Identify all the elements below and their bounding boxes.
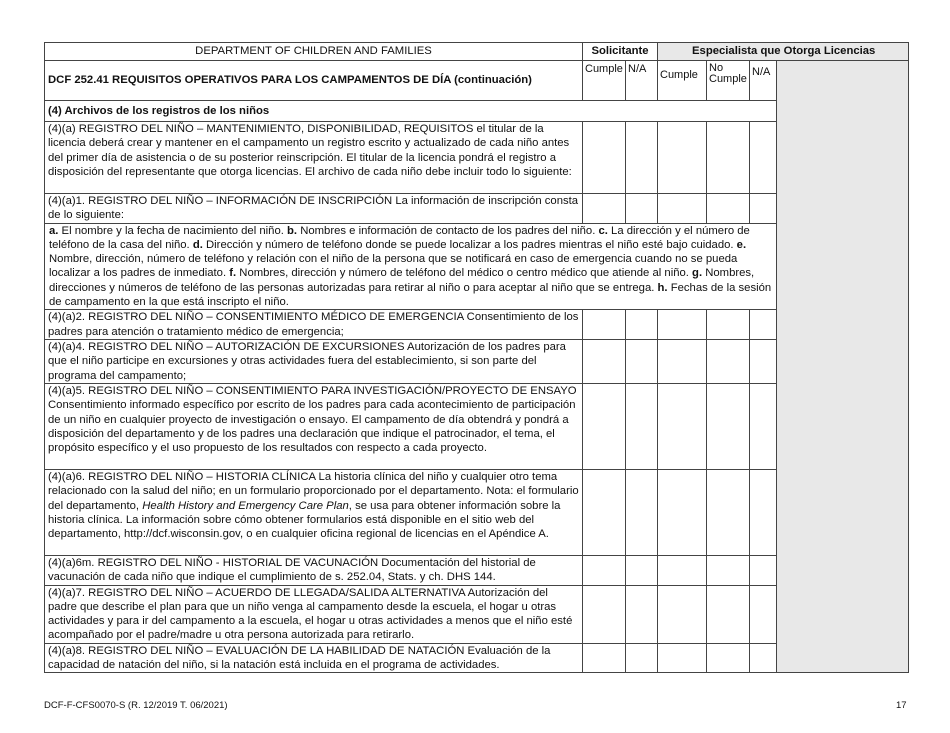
section-title: DCF 252.41 REQUISITOS OPERATIVOS PARA LOS CAMPAMENTOS DE DÍA (continuación) <box>45 61 583 101</box>
requirements-table <box>44 42 909 673</box>
requirement-text: (4)(a)7. REGISTRO DEL NIÑO – ACUERDO DE LLEGADA/SALIDA ALTERNATIVA Autorización del padre que describe el plan para que un niño venga al campamento desde la escuela, el hogar u otras actividades y para ir del campamento a la escuela, el hogar u otras actividades a menos que el niño esté acompañado por el padre/madre u otra persona autorizada para retirarlo. <box>45 585 583 643</box>
check-cell[interactable] <box>626 643 658 673</box>
form-page <box>44 42 908 673</box>
check-cell[interactable] <box>658 383 707 469</box>
check-cell[interactable] <box>583 339 626 383</box>
check-cell[interactable] <box>707 469 750 555</box>
requirement-text: (4)(a)8. REGISTRO DEL NIÑO – EVALUACIÓN DE LA HABILIDAD DE NATACIÓN Evaluación de la capacidad de natación del niño, si la natación está incluida en el programa de actividades. <box>45 643 583 673</box>
check-cell[interactable] <box>707 585 750 643</box>
shaded-margin <box>777 61 909 673</box>
check-cell[interactable] <box>626 469 658 555</box>
item-label: g. <box>692 267 703 280</box>
check-cell[interactable] <box>583 310 626 340</box>
check-cell[interactable] <box>658 643 707 673</box>
no-cumple-col <box>707 61 750 101</box>
check-cell[interactable] <box>707 643 750 673</box>
check-cell[interactable] <box>750 194 777 224</box>
requirement-text: (4)(a)2. REGISTRO DEL NIÑO – CONSENTIMIENTO MÉDICO DE EMERGENCIA Consentimiento de los padres para atención o tratamiento médico de emergencia; <box>45 310 583 340</box>
item-label: h. <box>657 281 668 294</box>
check-cell[interactable] <box>750 585 777 643</box>
check-cell[interactable] <box>750 310 777 340</box>
requirement-text-part: (4)(a)6. REGISTRO DEL NIÑO – HISTORIA CLÍNICA La historia clínica del niño y cualquier otro tema relacionado con la salud del niño; en un formulario proporcionado por el departamento. Nota: el formulario del departamento, <box>48 470 579 512</box>
item-label: d. <box>192 238 203 251</box>
item-label: b. <box>287 224 298 237</box>
item-label: a. <box>49 224 59 237</box>
cumple-col: Cumple <box>583 61 626 101</box>
check-cell[interactable] <box>658 469 707 555</box>
item-text: Nombre, dirección, número de teléfono y relación con el niño de la persona que se notificará en caso de emergencia cuando no se pueda localizar a los padres de inmediato. <box>49 253 738 280</box>
item-text: Fechas de la sesión de campamento en la que está inscripto el niño. <box>49 281 772 309</box>
check-cell[interactable] <box>583 585 626 643</box>
page-number: 17 <box>896 700 907 711</box>
enrollment-items <box>45 223 777 310</box>
cumple-sublabel: Cumple <box>709 73 747 85</box>
check-cell[interactable] <box>750 383 777 469</box>
check-cell[interactable] <box>707 383 750 469</box>
requirement-text: (4)(a) REGISTRO DEL NIÑO – MANTENIMIENTO, DISPONIBILIDAD, REQUISITOS el titular de la licencia deberá crear y mantener en el campamento un registro escrito y actualizado de cada niño antes del primer día de asistencia o de su posterior reinscripción. El titular de la licencia pondrá el registro a disposición del representante que otorga licencias. El archivo de cada niño debe incluir todo lo siguiente: <box>45 122 583 194</box>
check-cell[interactable] <box>750 339 777 383</box>
item-label: e. <box>736 238 747 251</box>
check-cell[interactable] <box>626 585 658 643</box>
item-text: Nombres e información de contacto de los padres del niño. <box>297 224 599 237</box>
check-cell[interactable] <box>658 194 707 224</box>
item-text: Nombres, direcciones y números de teléfono de las personas autorizadas para retirar al niño o para aceptar al niño que se entrega. <box>49 267 755 294</box>
check-cell[interactable] <box>750 469 777 555</box>
item-text: Nombres, dirección y número de teléfono del médico o centro médico que atiende al niño. <box>236 267 693 280</box>
requirement-text: (4)(a)1. REGISTRO DEL NIÑO – INFORMACIÓN DE INSCRIPCIÓN La información de inscripción consta de lo siguiente: <box>45 194 583 224</box>
check-cell[interactable] <box>626 310 658 340</box>
item-label: f. <box>229 267 237 280</box>
check-cell[interactable] <box>707 555 750 585</box>
requirement-text: (4)(a)6m. REGISTRO DEL NIÑO - HISTORIAL DE VACUNACIÓN Documentación del historial de vacunación de cada niño que indique el cumplimiento de s. 252.04, Stats. y ch. DHS 144. <box>45 555 583 585</box>
cumple-col-2: Cumple <box>658 61 707 101</box>
requirement-text <box>45 469 583 555</box>
requirement-text: (4)(a)4. REGISTRO DEL NIÑO – AUTORIZACIÓN DE EXCURSIONES Autorización de los padres para que el niño participe en excursiones y otras actividades fuera del establecimiento, si son parte del programa del campamento; <box>45 339 583 383</box>
check-cell[interactable] <box>707 194 750 224</box>
header-row <box>45 43 909 61</box>
check-cell[interactable] <box>626 194 658 224</box>
check-cell[interactable] <box>707 339 750 383</box>
check-cell[interactable] <box>750 643 777 673</box>
requirement-text: (4)(a)5. REGISTRO DEL NIÑO – CONSENTIMIENTO PARA INVESTIGACIÓN/PROYECTO DE ENSAYO Consentimiento informado específico por escrito de los padres para cada acontecimiento de participación de un niño en cualquier proyecto de investigación o ensayo. El campamento de día obtendrá y pondrá a disposición del departamento y de los padres una declaración que indique el patrocinador, el tema, el propósito específico y el uso propuesto de los resultados con respecto a cada proyecto. <box>45 383 583 469</box>
check-cell[interactable] <box>583 555 626 585</box>
check-cell[interactable] <box>658 555 707 585</box>
item-text: Dirección y número de teléfono donde se puede localizar a los padres mientras el niño esté bajo cuidado. <box>202 238 737 251</box>
check-cell[interactable] <box>750 555 777 585</box>
check-cell[interactable] <box>707 310 750 340</box>
item-label: c. <box>598 224 608 237</box>
department-name: DEPARTMENT OF CHILDREN AND FAMILIES <box>45 43 583 61</box>
check-cell[interactable] <box>658 310 707 340</box>
no-label: No <box>709 62 724 74</box>
check-cell[interactable] <box>750 122 777 194</box>
solicitante-header: Solicitante <box>583 43 658 61</box>
records-section-title: (4) Archivos de los registros de los niños <box>45 101 777 122</box>
check-cell[interactable] <box>583 194 626 224</box>
na-col-2: N/A <box>750 61 777 101</box>
check-cell[interactable] <box>583 383 626 469</box>
check-cell[interactable] <box>583 122 626 194</box>
check-cell[interactable] <box>583 469 626 555</box>
check-cell[interactable] <box>626 555 658 585</box>
check-cell[interactable] <box>626 383 658 469</box>
especialista-header: Especialista que Otorga Licencias <box>658 43 909 61</box>
check-cell[interactable] <box>658 339 707 383</box>
item-text: El nombre y la fecha de nacimiento del niño. <box>58 224 288 237</box>
form-id: DCF-F-CFS0070-S (R. 12/2019 T. 06/2021) <box>44 700 228 711</box>
check-cell[interactable] <box>658 585 707 643</box>
requirement-text-part: , se usa para obtener información sobre la historia clínica. La información sobre cómo obtener formularios está disponible en el sitio web del departamento, http://dcf.wisconsin.gov, o en cualquier oficina regional de licencias en el Apéndice A. <box>48 499 561 541</box>
title-row <box>45 61 909 101</box>
check-cell[interactable] <box>658 122 707 194</box>
check-cell[interactable] <box>583 643 626 673</box>
item-text: La dirección y el número de teléfono de la casa del niño. <box>49 224 750 251</box>
form-name: Health History and Emergency Care Plan <box>142 499 349 512</box>
na-col: N/A <box>626 61 658 101</box>
check-cell[interactable] <box>626 339 658 383</box>
check-cell[interactable] <box>626 122 658 194</box>
check-cell[interactable] <box>707 122 750 194</box>
